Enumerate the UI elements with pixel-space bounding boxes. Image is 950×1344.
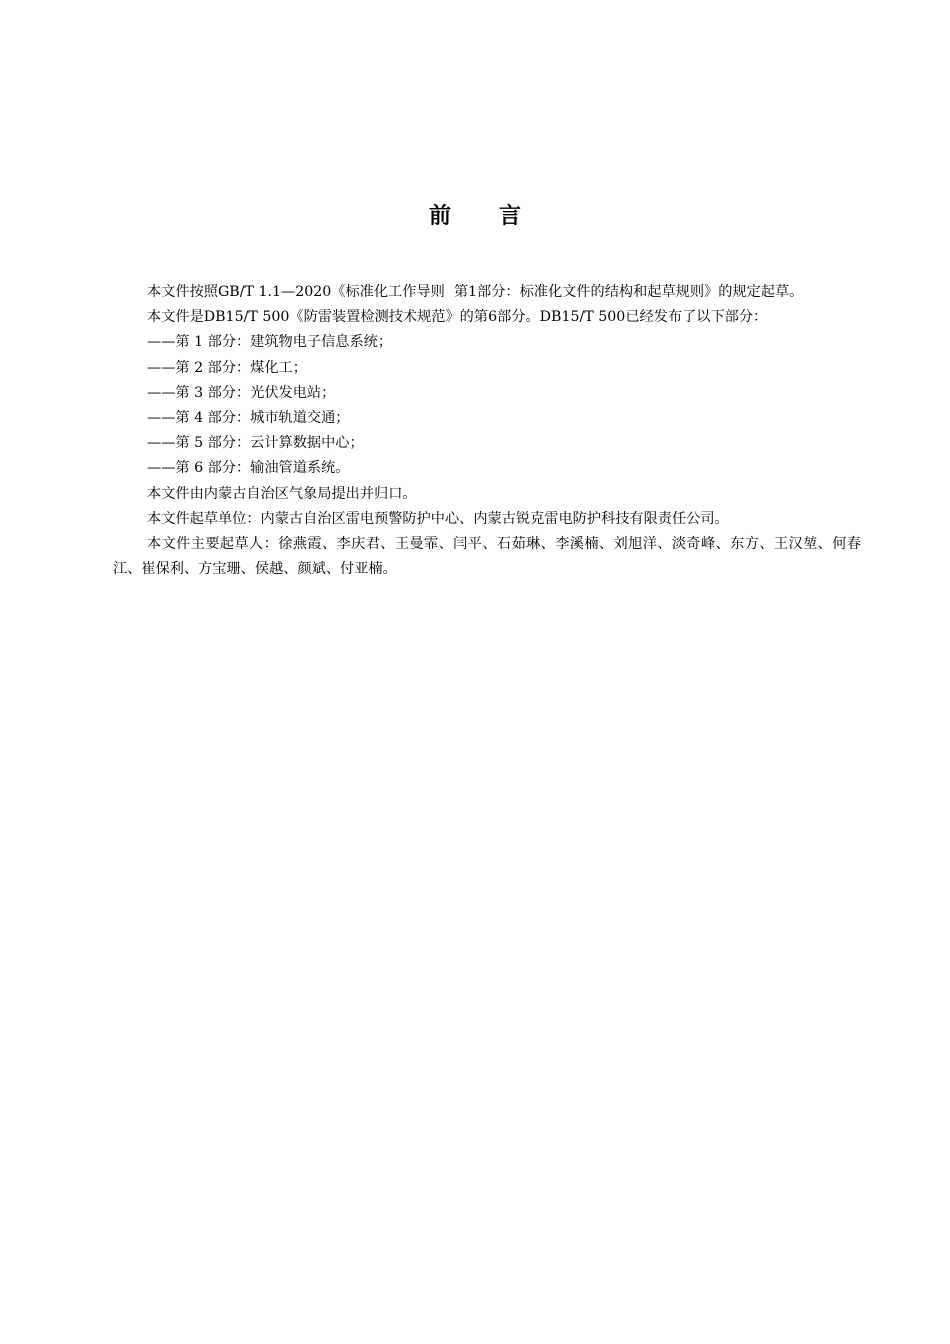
paragraph-part-statement: 本文件是DB15/T 500《防雷装置检测技术规范》的第6部分。DB15/T 500已经发布了以下部分： [147, 309, 768, 326]
list-item-part-5: ——第 5 部分：云计算数据中心； [147, 435, 364, 452]
paragraph-drafting-basis: 本文件按照GB/T 1.1—2020《标准化工作导则 第1部分：标准化文件的结构和起草规则》的规定起草。 [147, 284, 804, 300]
paragraph-proposer: 本文件由内蒙古自治区气象局提出并归口。 [147, 485, 417, 502]
foreword-body [113, 280, 861, 582]
page-title: 前言 [428, 204, 569, 229]
list-item-part-4: ——第 4 部分：城市轨道交通； [147, 410, 350, 427]
list-item-part-1: ——第 1 部分：建筑物电子信息系统； [147, 334, 393, 351]
list-item-part-6: ——第 6 部分：输油管道系统。 [147, 460, 350, 477]
list-item-part-2: ——第 2 部分：煤化工； [147, 359, 307, 376]
list-item-part-3: ——第 3 部分：光伏发电站； [147, 384, 336, 401]
paragraph-drafting-units: 本文件起草单位：内蒙古自治区雷电预警防护中心、内蒙古锐克雷电防护科技有限责任公司。 [147, 510, 729, 527]
paragraph-drafters: 本文件主要起草人：徐燕霞、李庆君、王曼霏、闫平、石茹琳、李溪楠、刘旭洋、淡奇峰、东方、王汉堃、何春江、崔保利、方宝珊、侯越、颜斌、付亚楠。 [113, 536, 861, 578]
